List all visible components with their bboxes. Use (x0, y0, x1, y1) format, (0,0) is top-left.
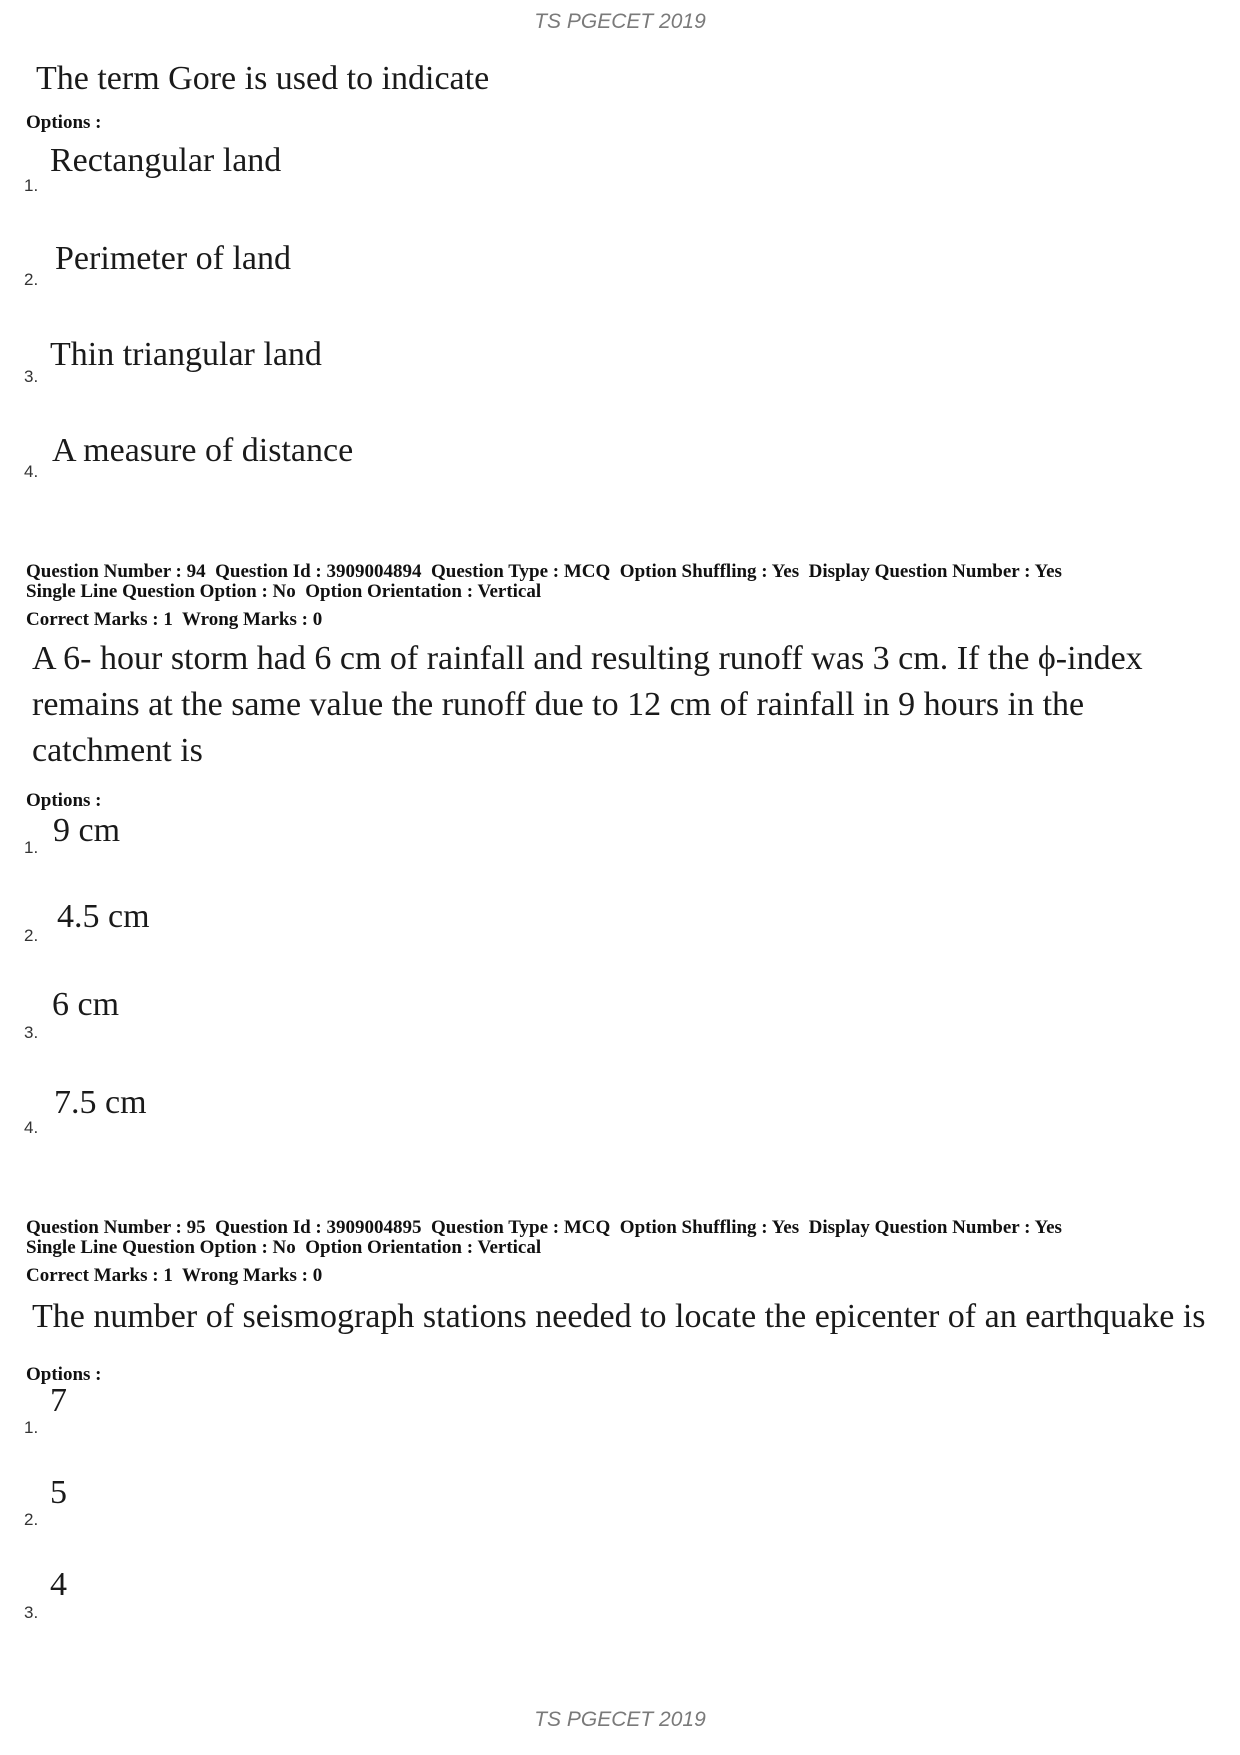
q95-option-2-number: 2. (24, 1510, 39, 1529)
page-header: TS PGECET 2019 (534, 10, 706, 33)
q93-option-4-number: 4. (24, 462, 39, 481)
question-94-text-line-1: A 6- hour storm had 6 cm of rainfall and resulting runoff was 3 cm. If the ϕ-index (32, 640, 1143, 677)
page-footer: TS PGECET 2019 (534, 1708, 706, 1731)
q94-option-2-text: 4.5 cm (57, 898, 150, 935)
q93-options-label: Options : (26, 112, 102, 133)
q95-option-2-text: 5 (50, 1474, 67, 1511)
q93-option-4-text: A measure of distance (52, 432, 354, 469)
q94-option-2-number: 2. (24, 926, 39, 945)
q95-marks: Correct Marks : 1 Wrong Marks : 0 (26, 1265, 323, 1286)
q95-meta-line-2: Single Line Question Option : No Option Orientation : Vertical (26, 1237, 542, 1258)
q94-marks: Correct Marks : 1 Wrong Marks : 0 (26, 609, 323, 630)
q93-option-3-text: Thin triangular land (50, 336, 322, 373)
q94-option-3-number: 3. (24, 1023, 39, 1042)
q95-meta-line-1: Question Number : 95 Question Id : 3909004895 Question Type : MCQ Option Shuffling : Yes Display Question Number : Yes (26, 1217, 1062, 1238)
q94-options-label: Options : (26, 790, 102, 811)
q93-option-3-number: 3. (24, 367, 39, 386)
q95-option-1-text: 7 (50, 1382, 67, 1419)
question-94-text-line-2: remains at the same value the runoff due to 12 cm of rainfall in 9 hours in the (32, 686, 1085, 723)
q93-option-2-number: 2. (24, 270, 39, 289)
question-94-text-line-3: catchment is (32, 732, 203, 769)
q95-option-1-number: 1. (24, 1418, 39, 1437)
q95-options-label: Options : (26, 1364, 102, 1385)
q94-option-4-number: 4. (24, 1118, 39, 1137)
question-95-text: The number of seismograph stations needed to locate the epicenter of an earthquake is (32, 1298, 1206, 1335)
q94-option-1-number: 1. (24, 838, 39, 857)
q95-option-3-number: 3. (24, 1603, 39, 1622)
q93-option-1-text: Rectangular land (50, 142, 282, 179)
q93-option-1-number: 1. (24, 176, 39, 195)
question-93-text: The term Gore is used to indicate (36, 60, 490, 97)
q94-option-1-text: 9 cm (53, 812, 121, 849)
q94-meta-line-2: Single Line Question Option : No Option Orientation : Vertical (26, 581, 542, 602)
q93-option-2-text: Perimeter of land (55, 240, 292, 277)
q94-meta-line-1: Question Number : 94 Question Id : 3909004894 Question Type : MCQ Option Shuffling : Yes Display Question Number : Yes (26, 561, 1062, 582)
q95-option-3-text: 4 (50, 1566, 67, 1603)
q94-option-3-text: 6 cm (52, 986, 120, 1023)
q94-option-4-text: 7.5 cm (54, 1084, 147, 1121)
